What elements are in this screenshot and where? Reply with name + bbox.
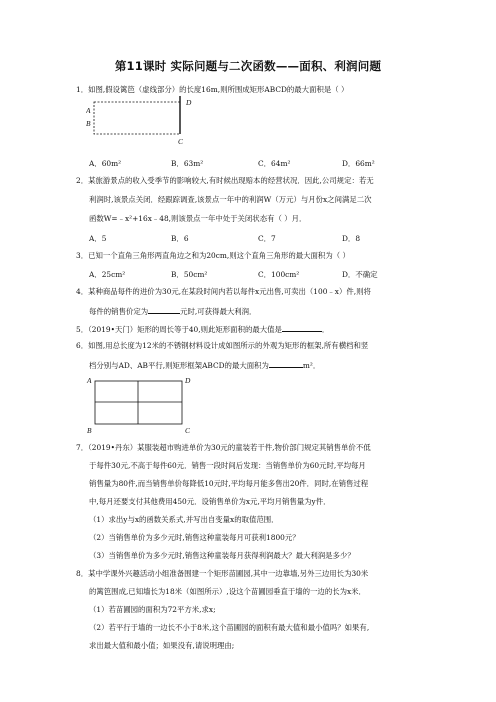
q5-text: 5．（2019•天门）矩形的周长等于40,则此矩形面积的最大值是 <box>76 325 282 334</box>
q7-sub-1: （1）求出y与x的函数关系式,并写出自变量x的取值范围． <box>89 515 279 524</box>
q4-answer-blank[interactable] <box>148 305 180 314</box>
q6-label-a: A <box>87 376 92 385</box>
q6-line-2-pre: 档分别与AD、AB平行,则矩形框架ABCD的最大面积为 <box>89 361 269 370</box>
q8-line-1: 8．某中学课外兴趣活动小组准备围建一个矩形苗圃园,其中一边靠墙,另外三边用长为30米 <box>76 569 369 578</box>
q2-option-b[interactable]: B．6 <box>171 234 189 243</box>
q3-option-b[interactable]: B．50cm² <box>171 270 208 279</box>
q6-label-b: B <box>87 426 92 435</box>
q4-line-2 <box>89 305 256 317</box>
q4-line-1: 4．某种商品每件的进价为30元,在某段时间内若以每件x元出售,可卖出（100﹣x）件,则将 <box>76 287 371 296</box>
q8-line-2: 的篱笆围成,已知墙长为18米（如图所示）,设这个苗圃园垂直于墙的一边的长为x米． <box>89 587 366 596</box>
q2-line-2: 利润时,该景点关闭．经跟踪调查,该景点一年中的利润W（万元）与月份x之间满足二次 <box>89 195 372 204</box>
q2-option-a[interactable]: A．5 <box>89 234 107 243</box>
q8-sub-2: （2）若平行于墙的一边长不小于8米,这个苗圃园的面积有最大值和最小值吗？如果有, <box>89 623 370 632</box>
q4-line-2-post: 元时,可获得最大利润． <box>180 307 257 316</box>
q1-option-c[interactable]: C．64m² <box>258 159 291 168</box>
q7-line-4: 中,每月还要支付其他费用450元．设销售单价为x元,平均月销售量为y件． <box>89 497 331 506</box>
q2-line-1: 2．某旅游景点的收入受季节的影响较大,有时候出现赔本的经营状况．因此,公司规定：若无 <box>76 176 374 185</box>
q1-label-b: B <box>86 119 91 128</box>
q7-line-3: 销售量为80件,而当销售单价每降低10元时,平均每月能多售出20件．同时,在销售过程 <box>89 479 369 488</box>
q1-label-d: D <box>186 98 192 107</box>
q6-label-d: D <box>185 376 191 385</box>
q5-period: ． <box>321 325 330 334</box>
q3-option-a[interactable]: A．25cm² <box>89 270 126 279</box>
q8-sub-2-cont: 求出最大值和最小值；如果没有,请说明理由; <box>89 641 235 650</box>
q1-label-c: C <box>178 137 183 146</box>
q7-line-2: 于每件30元,不高于每件60元．销售一段时间后发现：当销售单价为60元时,平均每月 <box>89 461 366 470</box>
q7-sub-2: （2）当销售单价为多少元时,销售这种童装每月可获利1800元？ <box>89 533 300 542</box>
q6-line-2-post: m²． <box>302 361 321 370</box>
q7-line-1: 7．（2019•丹东）某服装超市购进单价为30元的童装若干件,物价部门规定其销售单价不低 <box>76 443 371 452</box>
q8-sub-1: （1）若苗圃园的面积为72平方米,求x; <box>89 605 216 614</box>
q6-line-1: 6．如图,用总长度为12米的不锈钢材料设计成如图所示的外观为矩形的框架,所有横档和竖 <box>76 341 369 350</box>
q1-text: 1．如图,假设篱笆（虚线部分）的长度16m,则所围成矩形ABCD的最大面积是（ ） <box>76 85 349 94</box>
q2-option-d[interactable]: D．8 <box>342 234 361 243</box>
q7-sub-3: （3）当销售单价为多少元时,销售这种童装每月获得利润最大？最大利润是多少？ <box>89 551 355 560</box>
q1-option-a[interactable]: A．60m² <box>89 159 122 168</box>
q3-option-d[interactable]: D．不确定 <box>342 270 378 279</box>
q3-text: 3．已知一个直角三角形两直角边之和为20cm,则这个直角三角形的最大面积为（ ） <box>76 251 350 260</box>
q6-answer-blank[interactable] <box>269 359 303 368</box>
q5-answer-blank[interactable] <box>282 323 322 332</box>
q2-line-3: 函数W=﹣x²+16x﹣48,则该景点一年中处于关闭状态有（ ）月． <box>89 214 307 223</box>
q6-figure <box>86 374 196 436</box>
q1-option-b[interactable]: B．63m² <box>171 159 204 168</box>
q4-line-2-pre: 每件的销售价定为 <box>89 307 149 316</box>
q1-option-d[interactable]: D．66m² <box>342 159 375 168</box>
q6-line-2 <box>89 359 320 371</box>
q6-label-c: C <box>185 426 190 435</box>
q2-option-c[interactable]: C．7 <box>258 234 276 243</box>
page-title: 第11课时 实际问题与二次函数——面积、利润问题 <box>114 59 382 73</box>
q1-figure <box>86 96 196 146</box>
q3-option-c[interactable]: C．100cm² <box>258 270 300 279</box>
q5-line <box>76 323 329 335</box>
q1-label-a: A <box>86 106 91 115</box>
